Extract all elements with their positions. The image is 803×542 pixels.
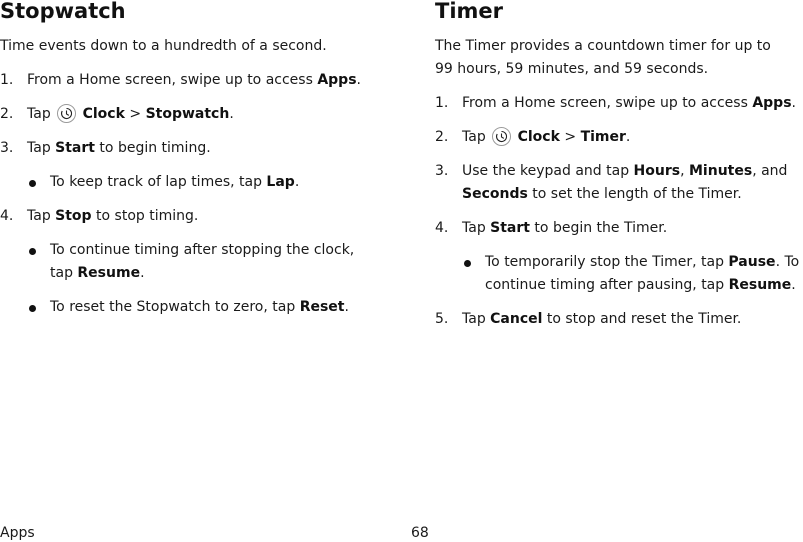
stopwatch-heading: Stopwatch bbox=[0, 0, 126, 23]
resume-label: Resume bbox=[77, 265, 141, 281]
timer-step-5: 5. Tap Cancel to stop and reset the Timer. bbox=[435, 308, 803, 331]
step-number: 5. bbox=[435, 311, 449, 327]
bullet-dot bbox=[29, 248, 36, 255]
timer-step-3: 3. Use the keypad and tap Hours, Minutes, and Seconds to set the length of the Timer. bbox=[435, 160, 803, 206]
stopwatch-bullet-reset: To reset the Stopwatch to zero, tap Reset. bbox=[0, 296, 372, 319]
apps-label: Apps bbox=[317, 72, 357, 88]
timer-step-4: 4. Tap Start to begin the Timer. bbox=[435, 217, 803, 240]
step-number: 4. bbox=[0, 208, 14, 224]
timer-step-2: 2. Tap Clock > Timer. bbox=[435, 126, 803, 149]
clock-label: Clock bbox=[82, 106, 125, 122]
stopwatch-bullet-lap: To keep track of lap times, tap Lap. bbox=[0, 171, 372, 194]
step-number: 2. bbox=[0, 106, 14, 122]
timer-section bbox=[435, 0, 803, 331]
hours-label: Hours bbox=[633, 163, 681, 179]
timer-heading: Timer bbox=[435, 0, 504, 23]
stopwatch-step-1: 1. From a Home screen, swipe up to access Apps. bbox=[0, 69, 372, 92]
bullet-dot bbox=[29, 180, 36, 187]
cancel-label: Cancel bbox=[490, 311, 543, 327]
timer-step-1: 1. From a Home screen, swipe up to access Apps. bbox=[435, 92, 803, 115]
timer-bullet-pause: To temporarily stop the Timer, tap Pause. To continue timing after pausing, tap Resume. bbox=[435, 251, 803, 297]
timer-intro: The Timer provides a countdown timer for up to 99 hours, 59 minutes, and 59 seconds. bbox=[435, 38, 771, 77]
step-number: 1. bbox=[435, 95, 449, 111]
page-number: 68 bbox=[411, 525, 429, 541]
start-label: Start bbox=[490, 220, 530, 236]
step-number: 4. bbox=[435, 220, 449, 236]
minutes-label: Minutes bbox=[689, 163, 753, 179]
pause-label: Pause bbox=[728, 254, 776, 270]
lap-label: Lap bbox=[266, 174, 295, 190]
timer-label: Timer bbox=[580, 129, 626, 145]
stopwatch-step-4: 4. Tap Stop to stop timing. bbox=[0, 205, 372, 228]
clock-icon bbox=[57, 104, 76, 123]
stopwatch-intro: Time events down to a hundredth of a second. bbox=[0, 38, 327, 54]
apps-label: Apps bbox=[752, 95, 792, 111]
seconds-label: Seconds bbox=[462, 186, 528, 202]
footer-section-name: Apps bbox=[0, 525, 35, 541]
resume-label: Resume bbox=[728, 277, 792, 293]
stopwatch-label: Stopwatch bbox=[145, 106, 230, 122]
reset-label: Reset bbox=[299, 299, 345, 315]
step-number: 3. bbox=[0, 140, 14, 156]
clock-label: Clock bbox=[517, 129, 560, 145]
stopwatch-bullet-resume: To continue timing after stopping the clock, tap Resume. bbox=[0, 239, 372, 285]
bullet-dot bbox=[464, 260, 471, 267]
stopwatch-step-3: 3. Tap Start to begin timing. bbox=[0, 137, 372, 160]
step-number: 2. bbox=[435, 129, 449, 145]
step-number: 3. bbox=[435, 163, 449, 179]
clock-icon bbox=[492, 127, 511, 146]
stopwatch-step-2: 2. Tap Clock > Stopwatch. bbox=[0, 103, 372, 126]
start-label: Start bbox=[55, 140, 95, 156]
stop-label: Stop bbox=[55, 208, 92, 224]
stopwatch-section bbox=[0, 0, 372, 319]
bullet-dot bbox=[29, 305, 36, 312]
step-number: 1. bbox=[0, 72, 14, 88]
